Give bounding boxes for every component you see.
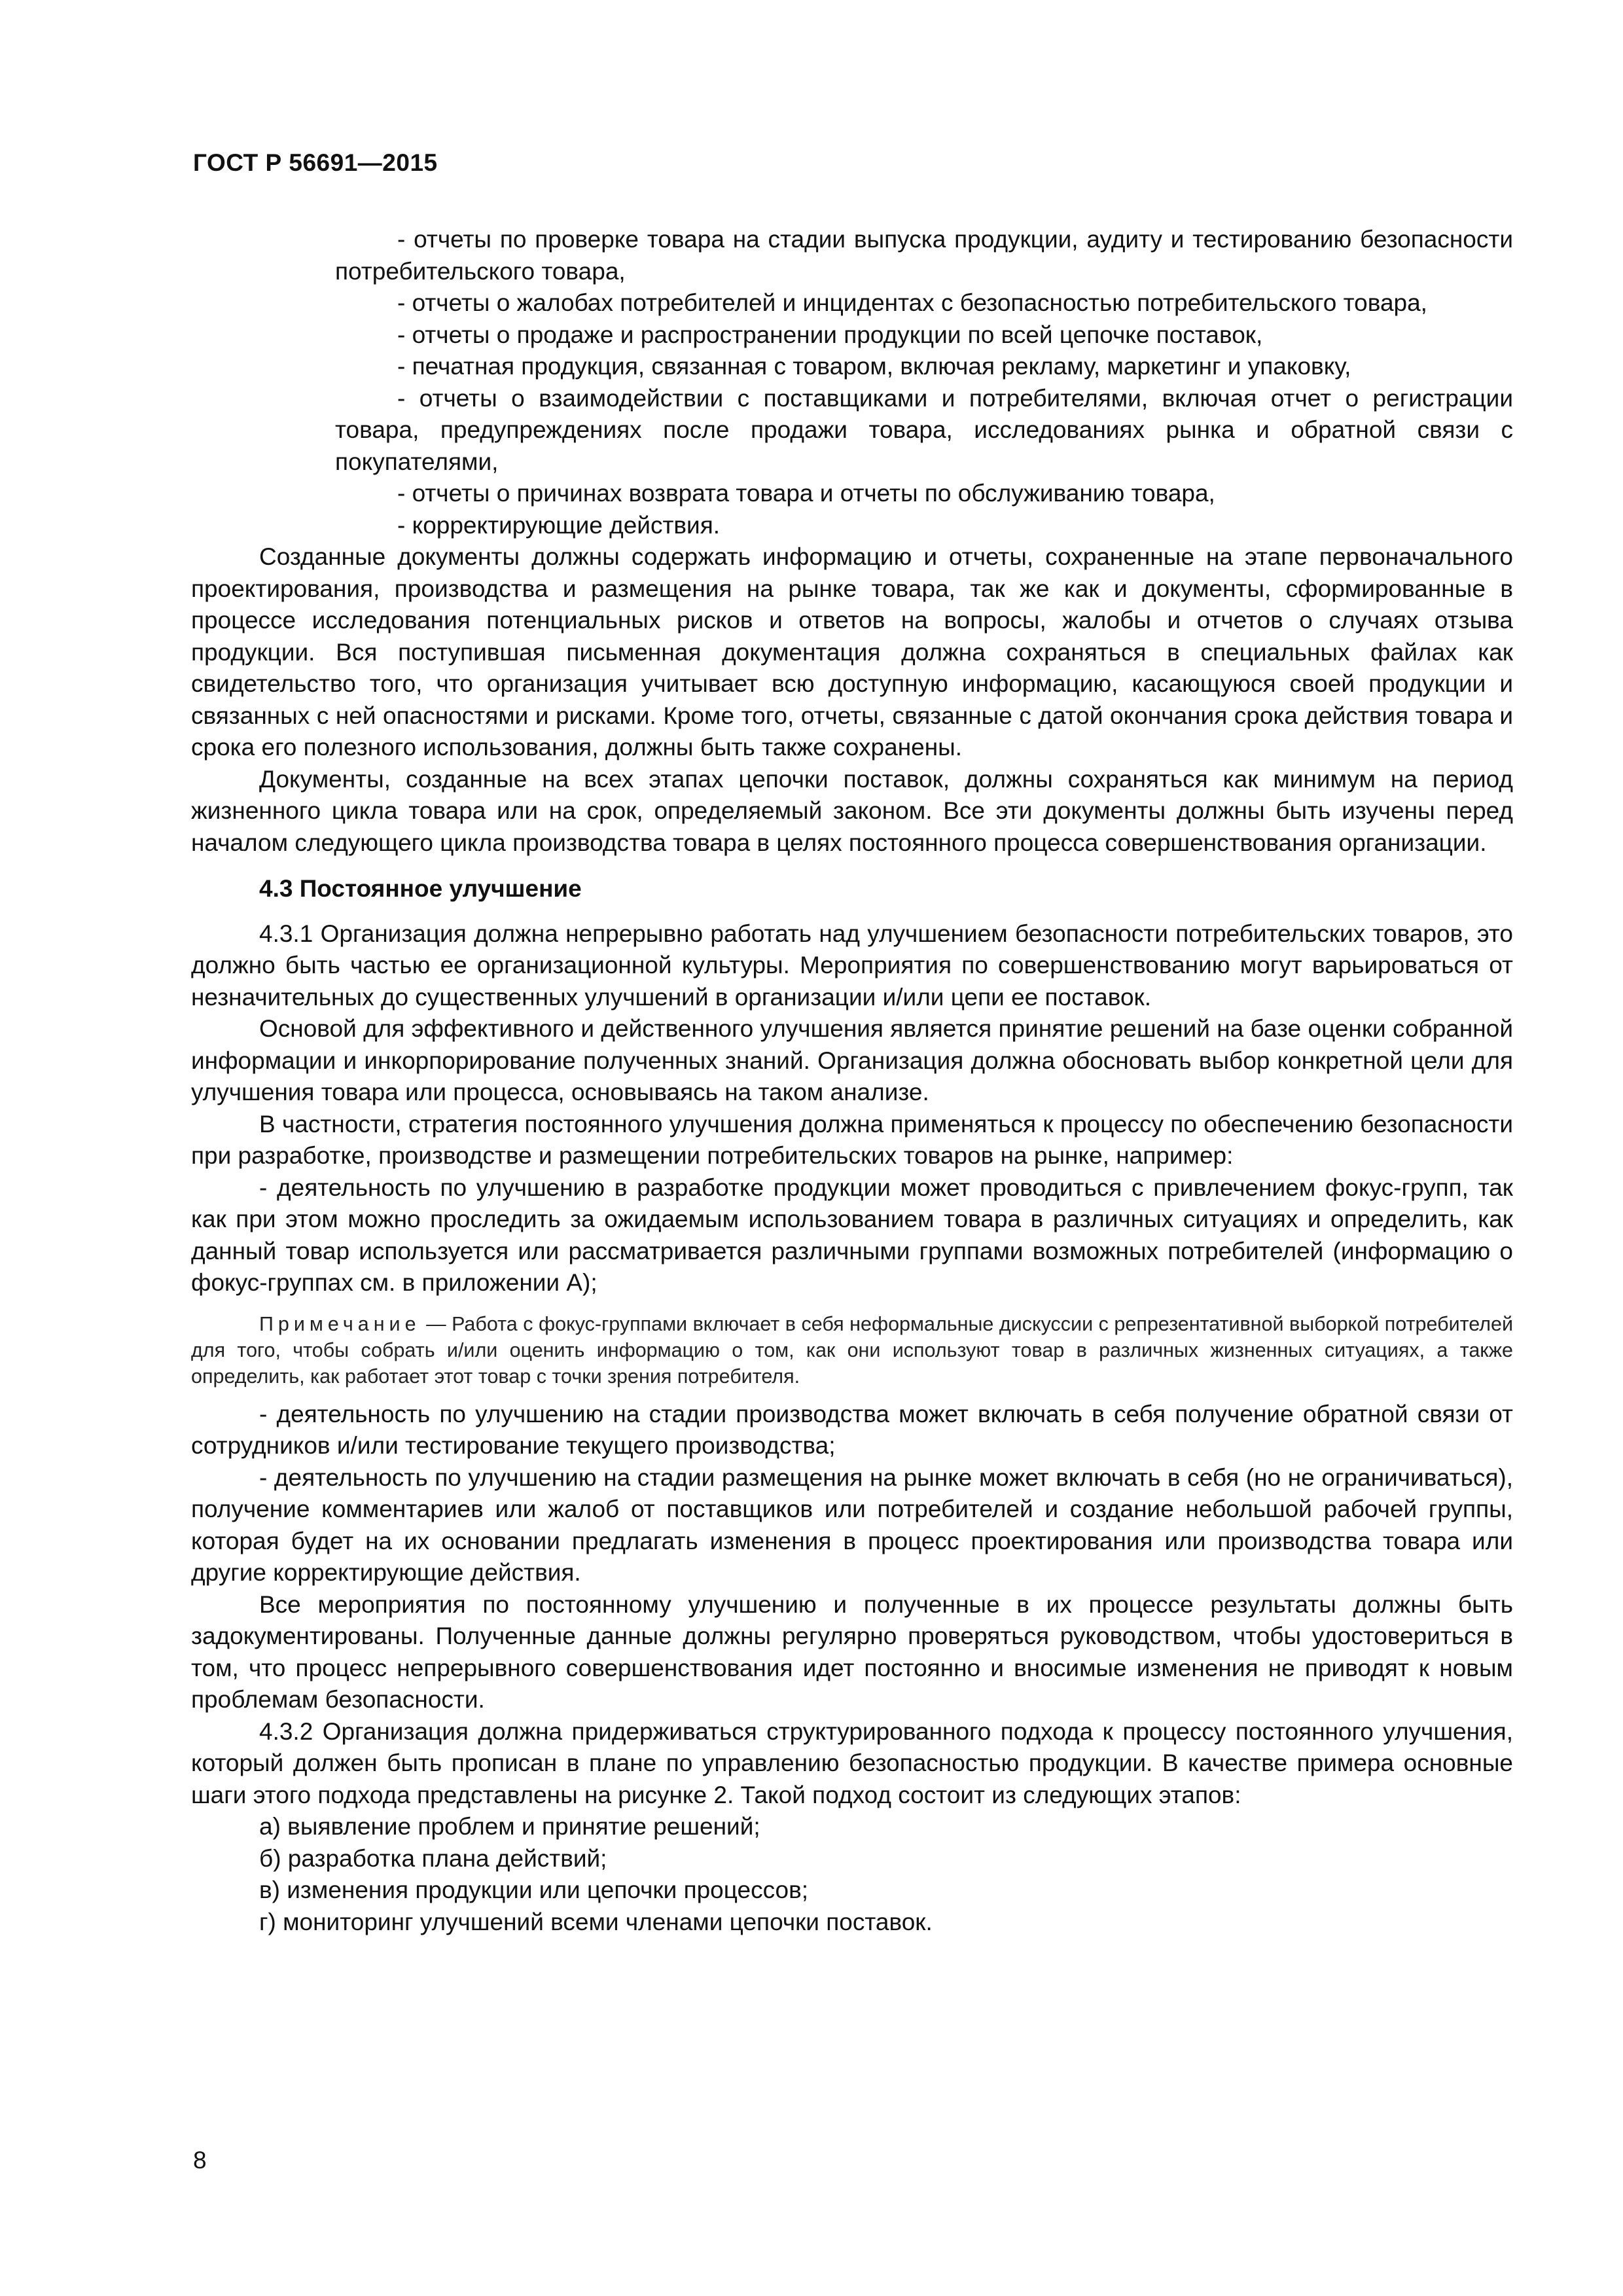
bullet-item: - отчеты по проверке товара на стадии выпуска продукции, аудиту и тестированию безопасности потребительского товара,: [335, 226, 1513, 285]
paragraph: Основой для эффективного и действенного улучшения является принятие решений на базе оценки собранной информации и инкорпорирование полученных знаний. Организация должна обосновать выбор конкретной цели для улучшения товара или процесса, основываясь на таком анализе.: [191, 1015, 1513, 1105]
dash-item: - деятельность по улучшению на стадии производства может включать в себя получение обратной связи от сотрудников и/или тестирование текущего производства;: [191, 1400, 1513, 1459]
bullet-item: - отчеты о взаимодействии с поставщиками и потребителями, включая отчет о регистрации товара, предупреждениях после продажи товара, исследованиях рынка и обратной связи с покупателями,: [335, 384, 1513, 475]
step-item: а) выявление проблем и принятие решений;: [259, 1813, 760, 1840]
bullet-item: - отчеты о жалобах потребителей и инцидентах с безопасностью потребительского товара,: [397, 289, 1427, 316]
note: [191, 1311, 1513, 1390]
bullet-item: - отчеты о продаже и распространении продукции по всей цепочке поставок,: [397, 321, 1263, 348]
page-number: 8: [193, 2147, 207, 2174]
paragraph: 4.3.1 Организация должна непрерывно работать над улучшением безопасности потребительских товаров, это должно быть частью ее организационной культуры. Мероприятия по совершенствованию могут варьироваться от незначительных до существенных улучшений в организации и/или цепи ее поставок.: [191, 920, 1513, 1011]
paragraph: Все мероприятия по постоянному улучшению и полученные в их процессе результаты должны быть задокументированы. Полученные данные должны регулярно проверяться руководством, чтобы удостовериться в том, что процесс непрерывного совершенствования идет постоянно и вносимые изменения не приводят к новым проблемам безопасности.: [191, 1590, 1513, 1713]
paragraph: В частности, стратегия постоянного улучшения должна применяться к процессу по обеспечению безопасности при разработке, производстве и размещении потребительских товаров на рынке, например:: [191, 1110, 1513, 1169]
bullet-item: - печатная продукция, связанная с товаром, включая рекламу, маркетинг и упаковку,: [397, 353, 1351, 380]
step-item: в) изменения продукции или цепочки процессов;: [259, 1876, 809, 1903]
paragraph: Документы, созданные на всех этапах цепочки поставок, должны сохраняться как минимум на период жизненного цикла товара или на срок, определяемый законом. Все эти документы должны быть изучены перед началом следующего цикла производства товара в целях постоянного процесса совершенствования организации.: [191, 765, 1513, 856]
bullet-item: - корректирующие действия.: [397, 511, 721, 539]
note-label: Примечание: [259, 1312, 421, 1335]
paragraph: Созданные документы должны содержать информацию и отчеты, сохраненные на этапе первоначального проектирования, производства и размещения на рынке товара, так же как и документы, сформированные в процессе исследования потенциальных рисков и ответов на вопросы, жалобы и отчетов о случаях отзыва продукции. Вся поступившая письменная документация должна сохраняться в специальных файлах как свидетельство того, что организация учитывает всю доступную информацию, касающуюся своей продукции и связанных с ней опасностями и рисками. Кроме того, отчеты, связанные с датой окончания срока действия товара и срока его полезного использования, должны быть также сохранены.: [191, 543, 1513, 761]
dash-item: - деятельность по улучшению в разработке продукции может проводиться с привлечением фокус-групп, так как при этом можно проследить за ожидаемым использованием товара в различных ситуациях и определить, как данный товар используется или рассматривается различными группами возможных потребителей (информацию о фокус-группах см. в приложении А);: [191, 1174, 1513, 1296]
document-number: ГОСТ Р 56691—2015: [193, 149, 438, 176]
note-text: — Работа с фокус-группами включает в себя неформальные дискуссии с репрезентативной выборкой потребителей для того, чтобы собрать и/или оценить информацию о том, как они используют товар в различных жизненных ситуациях, а также определить, как работает этот товар с точки зрения потребителя.: [191, 1312, 1514, 1388]
dash-item: - деятельность по улучшению на стадии размещения на рынке может включать в себя (но не ограничиваться), получение комментариев или жалоб от поставщиков или потребителей и создание небольшой рабочей группы, которая будет на их основании предлагать изменения в процесс проектирования или производства товара или другие корректирующие действия.: [191, 1463, 1513, 1586]
paragraph: 4.3.2 Организация должна придерживаться структурированного подхода к процессу постоянного улучшения, который должен быть прописан в плане по управлению безопасностью продукции. В качестве примера основные шаги этого подхода представлены на рисунке 2. Такой подход состоит из следующих этапов:: [191, 1717, 1513, 1808]
document-body: [191, 224, 1513, 1938]
section-heading: 4.3 Постоянное улучшение: [259, 875, 582, 902]
bullet-item: - отчеты о причинах возврата товара и отчеты по обслуживанию товара,: [397, 480, 1215, 507]
step-item: б) разработка плана действий;: [259, 1844, 607, 1872]
step-item: г) мониторинг улучшений всеми членами цепочки поставок.: [259, 1908, 933, 1935]
